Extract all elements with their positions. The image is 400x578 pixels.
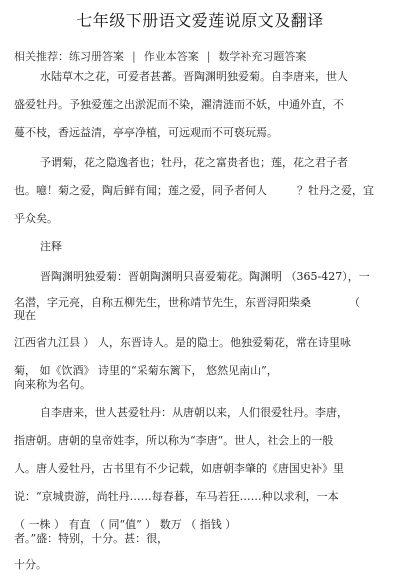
text-line: 自李唐来，世人甚爱牡丹：从唐朝以来，人们很爱牡丹。李唐，	[40, 406, 348, 419]
text-line: 说：“京城贵游，尚牡丹……每春暮，车马若狂……种以求利，一本	[14, 490, 339, 503]
text-line: 江西省九江县 ） 人，东晋诗人。是的隐士。他独爱菊花，常在诗里咏	[14, 336, 351, 349]
text-line: （ 一株 ） 有直 （ 同“值” ） 数万 （ 指钱 ）	[14, 518, 237, 531]
text-segment: 也。噫！菊之爱，陶后鲜有闻；莲之爱，同予者何人	[14, 184, 267, 197]
text-line: 盛爱牡丹。予独爱莲之出淤泥而不染，濯清涟而不妖，中通外直，不	[14, 98, 344, 111]
text-line: 蔓不枝，香远益清，亭亭净植，可远观而不可亵玩焉。	[14, 126, 278, 139]
text-line: 水陆草木之花，可爱者甚蕃。晋陶渊明独爱菊。自李唐来，世人	[40, 70, 348, 83]
text-line: 人。唐人爱牡丹，古书里有不少记载，如唐朝李肇的《唐国史补》里	[14, 462, 344, 475]
text-line: 者。”盛：特别，十分。甚：很，	[14, 532, 169, 545]
text-segment: ？牡丹之爱，宜	[297, 184, 374, 197]
link-math-exercise-answers[interactable]: 数学补充习题答案	[218, 50, 307, 63]
text-line: 现在	[14, 309, 36, 322]
text-segment: （	[349, 296, 360, 309]
text-line: 向来称为名句。	[14, 378, 91, 391]
text-line: 晋陶渊明独爱菊：晋朝陶渊明只喜爱菊花。陶渊明 （365-427），一	[40, 270, 370, 283]
section-heading-notes: 注释	[40, 240, 62, 253]
related-links	[14, 48, 392, 64]
text-segment: 名潜，字元亮，自称五柳先生，世称靖节先生，东晋浔阳柴桑	[14, 296, 311, 309]
text-line: 菊， 如《饮酒》 诗里的“采菊东篱下， 悠然见南山”，	[14, 364, 278, 377]
link-workbook-answers[interactable]: 练习册答案	[69, 50, 124, 63]
text-line: 指唐朝。唐朝的皇帝姓李，所以称为“李唐”。世人，社会上的一般	[14, 434, 334, 447]
text-line	[14, 296, 400, 310]
related-label: 相关推荐：	[14, 50, 69, 63]
text-line: 予谓菊，花之隐逸者也；牡丹，花之富贵者也；莲，花之君子者	[40, 156, 348, 169]
link-separator: |	[206, 50, 211, 63]
link-separator: |	[132, 50, 136, 63]
text-line	[14, 184, 400, 198]
text-line: 十分。	[14, 558, 47, 571]
text-line: 乎众矣。	[14, 212, 58, 225]
page-title: 七年级下册语文爱莲说原文及翻译	[76, 11, 324, 30]
link-homework-answers[interactable]: 作业本答案	[143, 50, 199, 63]
